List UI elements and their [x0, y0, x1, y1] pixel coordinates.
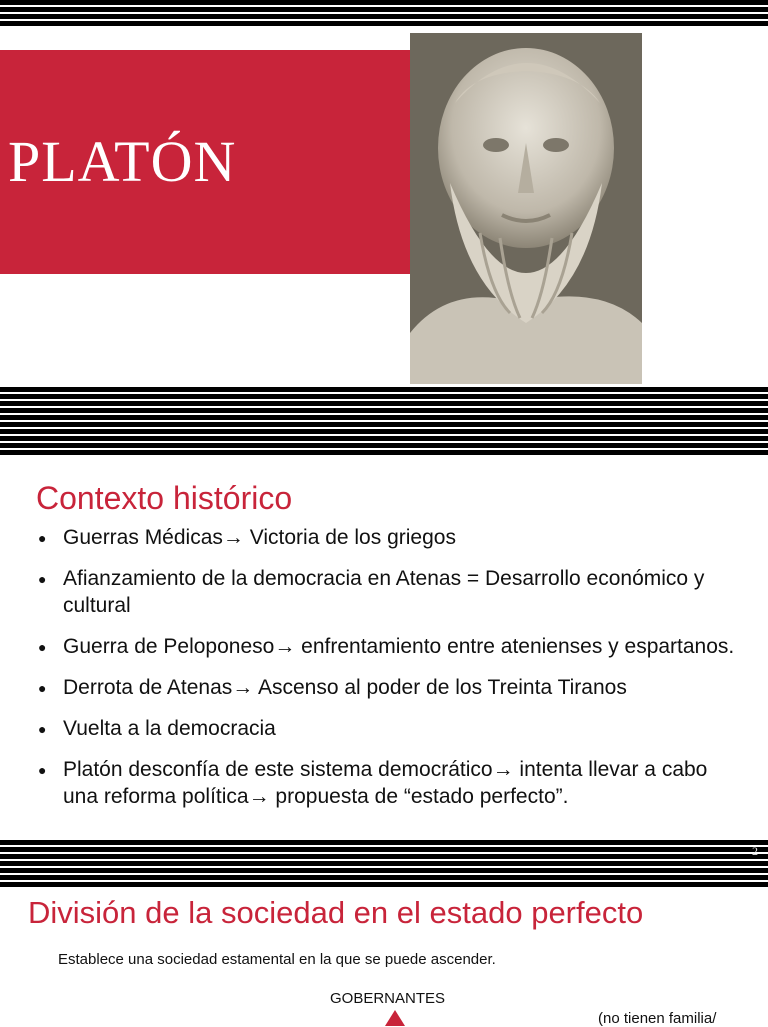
side-note: (no tienen familia/	[598, 1010, 717, 1027]
bullet-icon: ●	[38, 639, 47, 655]
bullet-text: Afianzamiento de la democracia en Atenas = Desarrollo económico y cultural	[63, 567, 705, 617]
list-item	[36, 674, 736, 701]
list-item	[36, 715, 736, 742]
bullet-icon: ●	[38, 762, 47, 778]
section-heading-2: División de la sociedad en el estado perfecto	[28, 895, 644, 930]
list-item	[36, 565, 736, 619]
list-item	[36, 524, 736, 551]
list-item	[36, 633, 736, 660]
bullet-list	[36, 524, 736, 824]
bullet-icon: ●	[38, 680, 47, 696]
bullet-text: Guerras Médicas→ Victoria de los griegos	[63, 526, 456, 549]
intro-text: Establece una sociedad estamental en la que se puede ascender.	[58, 951, 496, 968]
pyramid-top-label: GOBERNANTES	[330, 990, 446, 1007]
bottom-stripe-band	[0, 840, 768, 888]
middle-stripe-band	[0, 387, 768, 457]
bullet-icon: ●	[38, 721, 47, 737]
top-stripe-band	[0, 0, 768, 28]
bullet-text: Guerra de Peloponeso→ enfrentamiento entre atenienses y espartanos.	[63, 635, 735, 658]
list-item	[36, 756, 736, 810]
section-heading: Contexto histórico	[36, 480, 293, 516]
slide-title: PLATÓN	[8, 129, 237, 194]
bullet-text: Vuelta a la democracia	[63, 717, 276, 740]
bullet-text: Platón desconfía de este sistema democrático→ intenta llevar a cabo una reforma política→ propuesta de “estado perfecto”.	[63, 758, 708, 808]
plato-portrait-image	[410, 33, 642, 384]
page-number: 2	[752, 844, 758, 858]
bullet-icon: ●	[38, 530, 47, 546]
bullet-text: Derrota de Atenas→ Ascenso al poder de los Treinta Tiranos	[63, 676, 627, 699]
bullet-icon: ●	[38, 571, 47, 587]
